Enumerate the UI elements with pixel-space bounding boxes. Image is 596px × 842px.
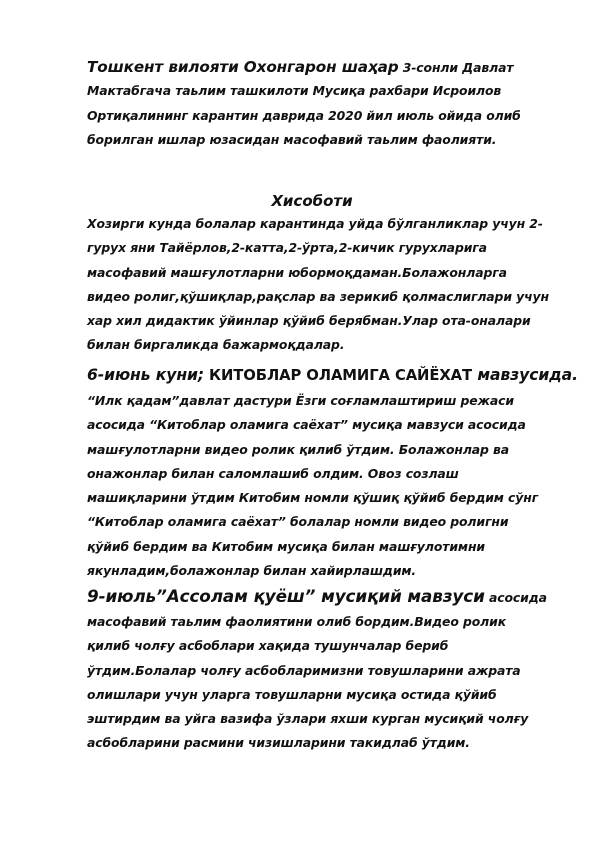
section-june-line: “Китоблар оламига саёхат” болалар номли видео ролигни — [87, 514, 509, 530]
header-line-3: Ортиқалининг карантин даврида 2020 йил июль ойида олиб — [87, 107, 521, 123]
section-june-line: “Илк қадам”давлат дастури Ёзги соғламлаштириш режаси — [87, 393, 514, 408]
section-july-tail: асосида — [484, 590, 547, 605]
header-line-1 — [87, 55, 557, 79]
section-july-topic: 9-июль”Ассолам қуёш” мусиқий мавзуси — [87, 586, 485, 606]
section-june-tail: мавзусида. — [472, 366, 578, 384]
section-july-line: эштирдим ва уйга вазифа ўзлари яхши курган мусиқий чолғу — [87, 711, 529, 727]
section-july — [87, 583, 557, 756]
section-june — [87, 362, 578, 583]
intro-paragraph — [87, 212, 557, 358]
report-title: Хисоботи — [271, 192, 353, 210]
section-june-line: машғулотларни видео ролик қилиб ўтдим. Болажонлар ва — [87, 441, 510, 457]
document-header — [87, 55, 557, 152]
header-emphasis: Тошкент вилояти Охонгарон шаҳар — [87, 58, 399, 76]
intro-line: видео ролиг,қўшиқлар,рақслар ва зерикиб қолмаслиглари учун — [87, 288, 549, 304]
section-june-line: қўйиб бердим ва Китобим мусиқа билан машғулотимни — [87, 538, 486, 554]
section-june-line: машиқларини ўтдим Китобим номли қўшиқ қўйиб бердим сўнг — [87, 490, 539, 506]
intro-line: хар хил дидактик ўйинлар қўйиб берябман.Улар ота-оналари — [87, 313, 531, 329]
header-line-2: Мактабгача таьлим ташкилоти Мусиқа рахбари Исроилов — [87, 83, 502, 99]
section-july-line: масофавий таьлим фаолиятини олиб бордим.Видео ролик — [87, 614, 507, 629]
header-line-4: борилган ишлар юзасидан масофавий таьлим фаолияти. — [87, 131, 497, 147]
intro-line: Хозирги кунда болалар карантинда уйда бўлганликлар учун 2- — [87, 216, 543, 231]
section-july-line: ўтдим.Болалар чолғу асбобларимизни товушларини ажрата — [87, 662, 521, 678]
section-june-topic: КИТОБЛАР ОЛАМИГА САЙЁХАТ — [203, 367, 473, 384]
intro-line: масофавий машғулотларни юбормоқдаман.Болажонларга — [87, 264, 507, 280]
section-june-date: 6-июнь куни; — [87, 366, 204, 384]
section-june-line: якунладим,болажонлар билан хайирлашдим. — [87, 563, 417, 579]
section-july-heading — [87, 583, 557, 610]
section-june-heading — [87, 362, 578, 389]
section-july-line: олишлари учун уларга товушларни мусиқа остида қўйиб — [87, 686, 497, 702]
section-july-line: қилиб чолғу асбоблари хақида тушунчалар бериб — [87, 638, 449, 654]
section-july-line: асбобларини расмини чизишларини такидлаб ўтдим. — [87, 735, 470, 751]
section-june-line: онажонлар билан саломлашиб олдим. Овоз созлаш — [87, 465, 459, 481]
intro-line: гурух яни Тайёрлов,2-катта,2-ўрта,2-кичик гурухларига — [87, 240, 487, 256]
section-june-line: асосида “Китоблар оламига саёхат” мусиқа мавзуси асосида — [87, 417, 526, 433]
header-line-1-rest: 3-сонли Давлат — [398, 60, 514, 75]
intro-line: билан биргаликда бажармоқдалар. — [87, 337, 345, 353]
